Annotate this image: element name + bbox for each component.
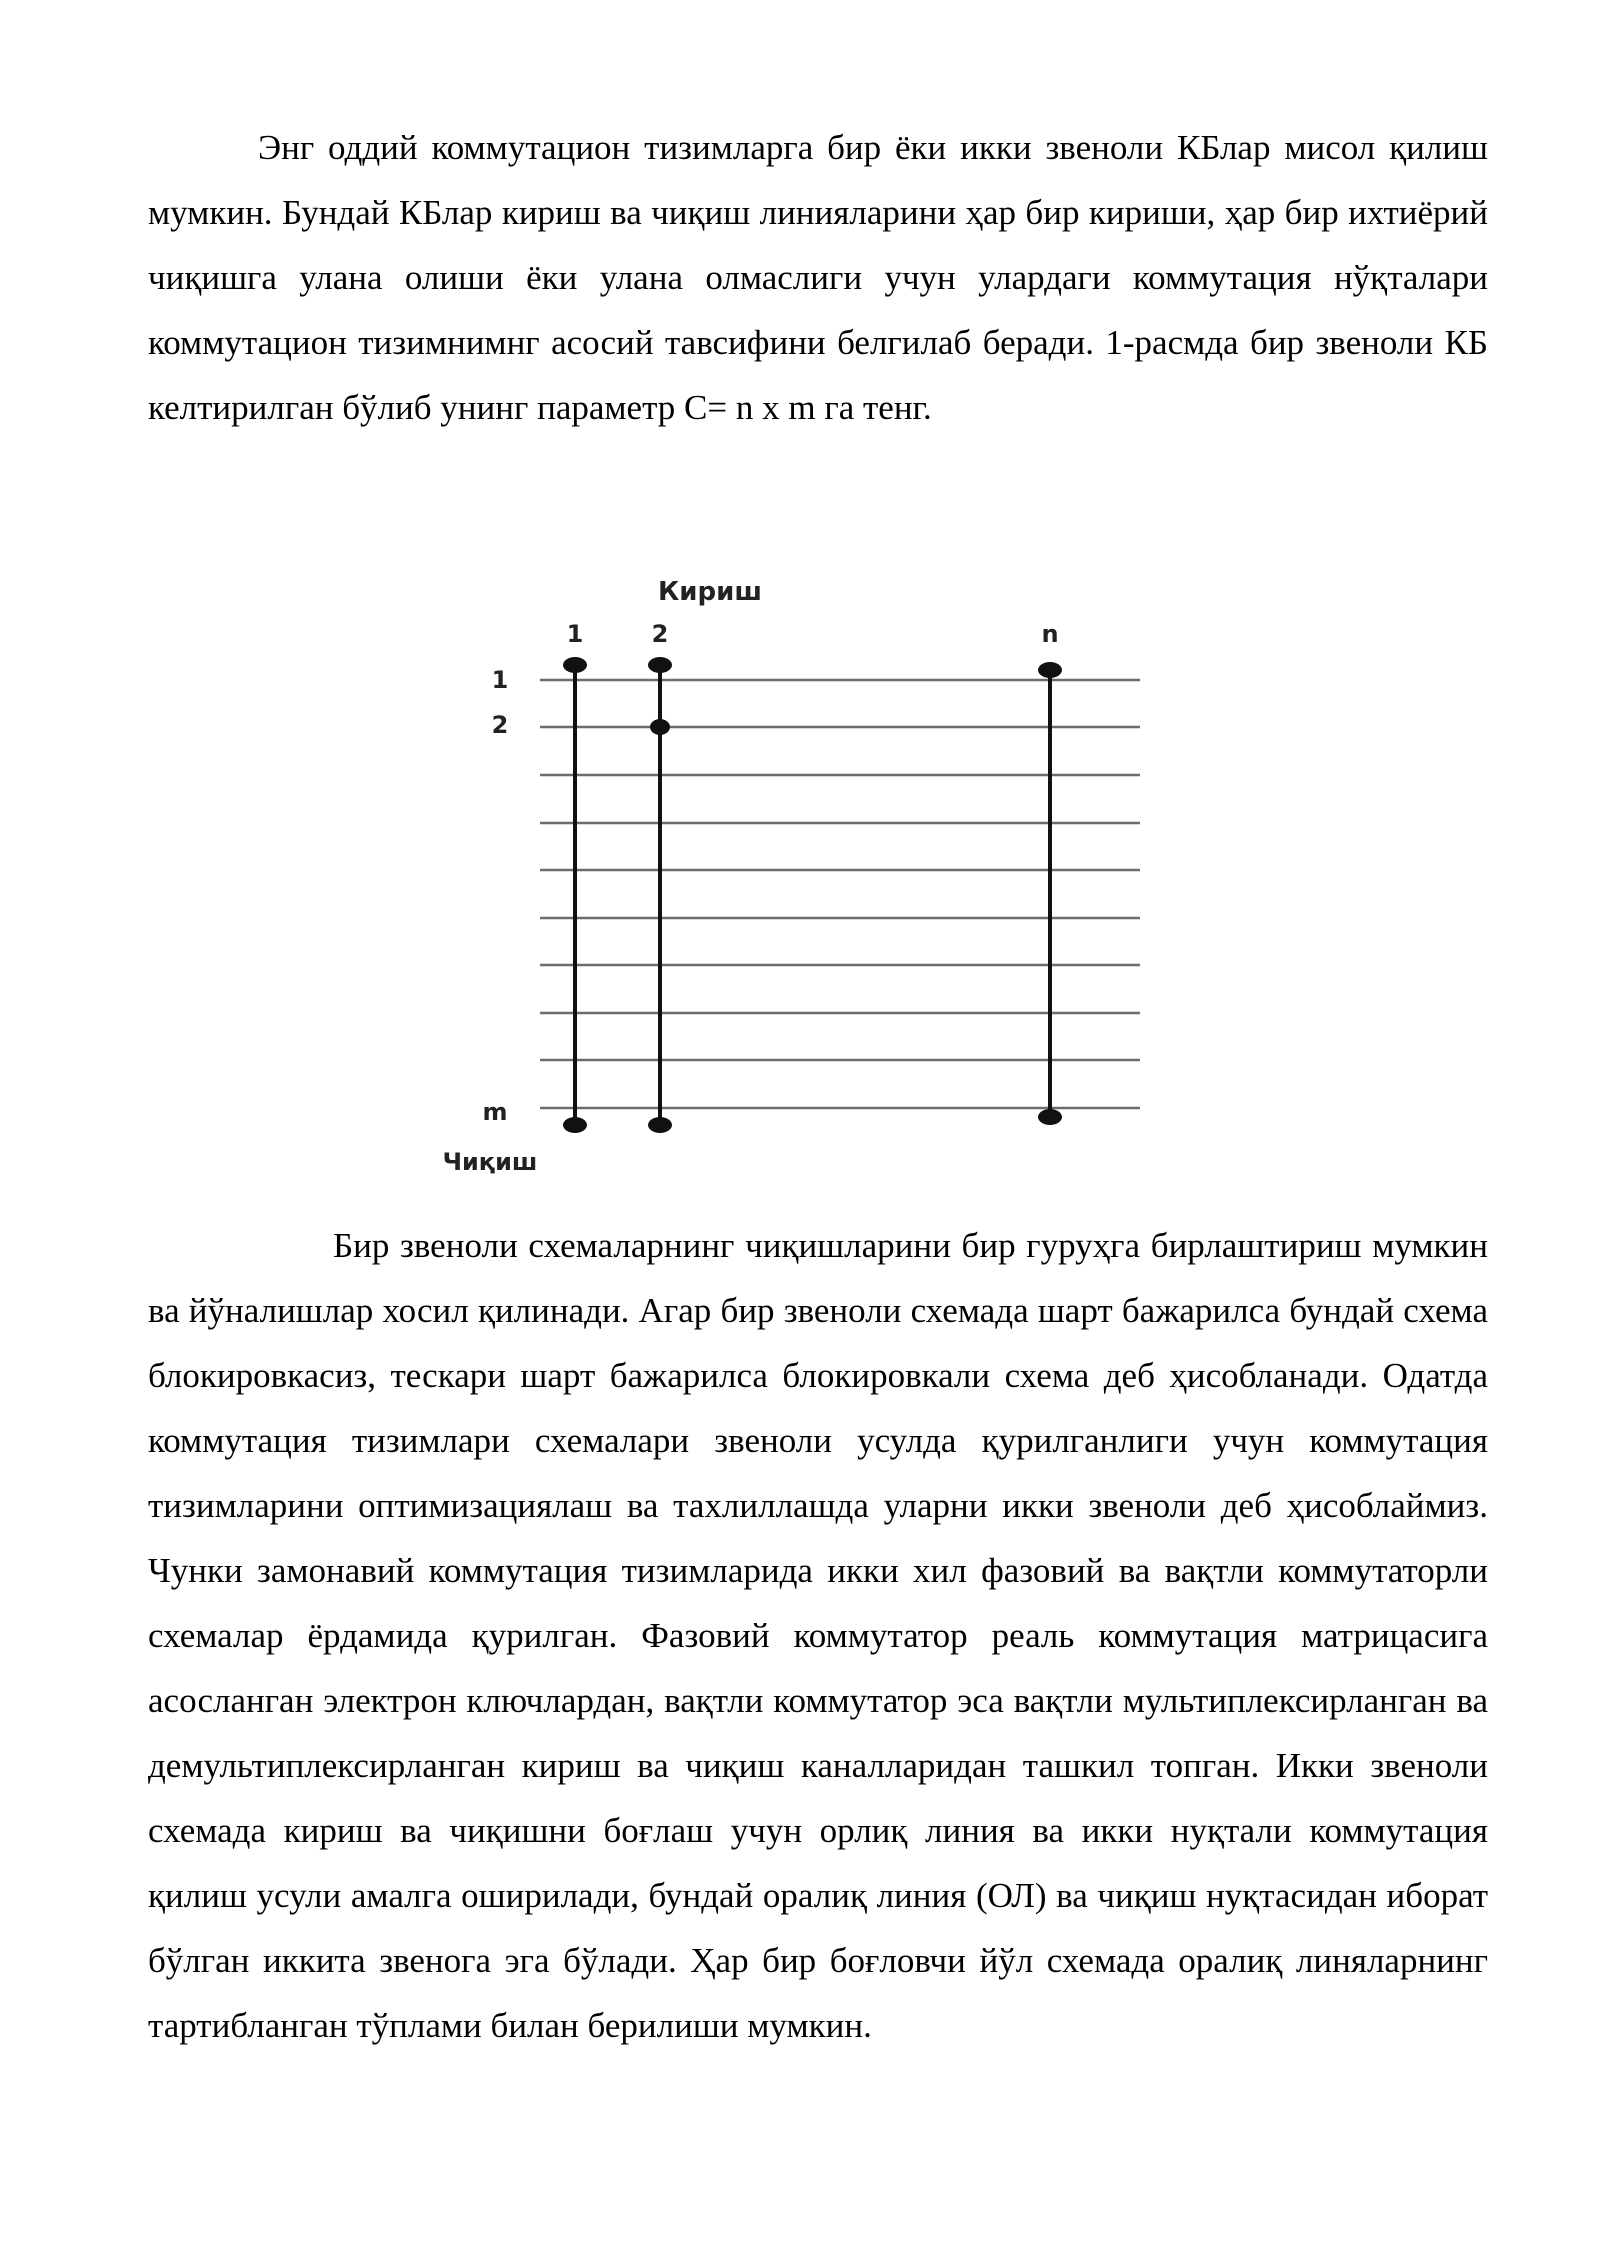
figure-bottom-label-output: Чиқиш	[442, 1148, 538, 1176]
column-label-2: 2	[651, 620, 669, 648]
figure-title-input: Кириш	[658, 577, 762, 607]
switching-matrix-figure	[440, 565, 1160, 1185]
crosspoint-row2-col2	[650, 719, 670, 735]
crosspoint-top-2	[648, 657, 672, 673]
row-label-2: 2	[491, 711, 509, 739]
crosspoint-bottom-n	[1038, 1109, 1062, 1125]
column-label-n: n	[1041, 620, 1059, 648]
paragraph-intro: Энг оддий коммутацион тизимларга бир ёки икки звеноли КБлар мисол қилиш мумкин. Бундай КБлар кириш ва чиқиш линияларини ҳар бир кириши, ҳар бир ихтиёрий чиқишга улана олиши ёки улана олмаслиги учун улардаги коммутация нўқталари коммутацион тизимнимнг асосий тавсифини белгилаб беради. 1-расмда бир звеноли КБ келтирилган бўлиб унинг параметр С= n х m га тенг.	[148, 128, 1488, 427]
row-label-m: m	[482, 1098, 508, 1126]
crosspoints	[563, 657, 1062, 1133]
column-label-1: 1	[566, 620, 584, 648]
crosspoint-bottom-2	[648, 1117, 672, 1133]
switching-matrix-diagram	[440, 565, 1160, 1185]
column-lines	[575, 665, 1050, 1125]
crosspoint-top-n	[1038, 662, 1062, 678]
crosspoint-bottom-1	[563, 1117, 587, 1133]
row-label-1: 1	[491, 666, 509, 694]
paragraph-main: Бир звеноли схемаларнинг чиқишларини бир гуруҳга бирлаштириш мумкин ва йўналишлар хосил қилинади. Агар бир звеноли схемада шарт бажарилса бундай схема блокировкасиз, тескари шарт бажарилса блокировкали схема деб ҳисобланади. Одатда коммутация тизимлари схемалари звеноли усулда қурилганлиги учун коммутация тизимларини оптимизациялаш ва тахлиллашда уларни икки звеноли деб ҳисоблаймиз. Чунки замонавий коммутация тизимларида икки хил фазовий ва вақтли коммутаторли схемалар ёрдамида қурилган. Фазовий коммутатор реаль коммутация матрицасига асосланган электрон ключлардан, вақтли коммутатор эса вақтли мультиплексирланган ва демультиплексирланган кириш ва чиқиш каналларидан ташкил топган. Икки звеноли схемада кириш ва чиқишни боғлаш учун орлиқ линия ва икки нуқтали коммутация қилиш усули амалга оширилади, бундай оралиқ линия (ОЛ) ва чиқиш нуқтасидан иборат бўлган иккита звенога эга бўлади. Ҳар бир боғловчи йўл схемада оралиқ линяларнинг тартибланган тўплами билан берилиши мумкин.	[148, 1226, 1488, 2045]
crosspoint-top-1	[563, 657, 587, 673]
